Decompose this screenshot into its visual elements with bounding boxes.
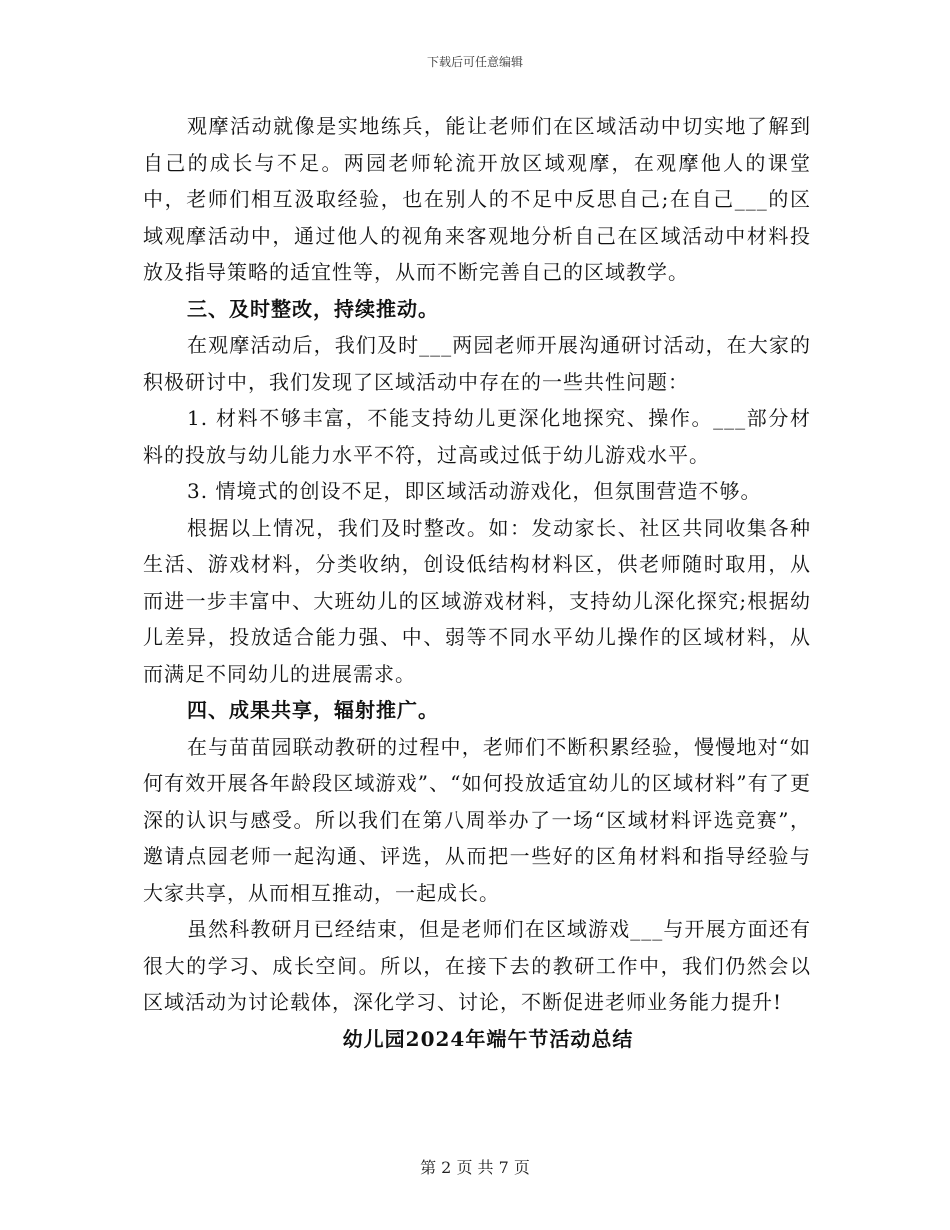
- paragraph-issue-3: 3. 情境式的创设不足，即区域活动游戏化，但氛围营造不够。: [187, 479, 762, 503]
- document-body: [143, 108, 811, 1057]
- paragraph-issue-1: 1. 材料不够丰富，不能支持幼儿更深化地探究、操作。___部分材料的投放与幼儿能力水平不符，过高或过低于幼儿游戏水平。: [143, 406, 811, 467]
- paragraph-discussion: 在观摩活动后，我们及时___两园老师开展沟通研讨活动，在大家的积极研讨中，我们发现了区域活动中存在的一些共性问题：: [143, 333, 811, 394]
- section-heading-3: 三、及时整改，持续推动。: [187, 296, 439, 321]
- next-document-title: 幼儿园2024年端午节活动总结: [342, 1026, 634, 1051]
- page-number: 第 2 页 共 7 页: [420, 1158, 530, 1177]
- paragraph-sharing: 在与苗苗园联动教研的过程中，老师们不断积累经验，慢慢地对“如何有效开展各年龄段区域游戏”、“如何投放适宜幼儿的区域材料”有了更深的认识与感受。所以我们在第八周举办了一场“区域材料评选竞赛”，邀请点园老师一起沟通、评选，从而把一些好的区角材料和指导经验与大家共享，从而相互推动，一起成长。: [143, 734, 811, 905]
- paragraph-rectification: 根据以上情况，我们及时整改。如：发动家长、社区共同收集各种生活、游戏材料，分类收纳，创设低结构材料区，供老师随时取用，从而进一步丰富中、大班幼儿的区域游戏材料，支持幼儿深化探究;根据幼儿差异，投放适合能力强、中、弱等不同水平幼儿操作的区域材料，从而满足不同幼儿的进展需求。: [143, 515, 811, 686]
- paragraph-conclusion: 虽然科教研月已经结束，但是老师们在区域游戏___与开展方面还有很大的学习、成长空间。所以，在接下去的教研工作中，我们仍然会以区域活动为讨论载体，深化学习、讨论，不断促进老师业务能力提升!: [143, 917, 811, 1014]
- paragraph-observation: 观摩活动就像是实地练兵，能让老师们在区域活动中切实地了解到自己的成长与不足。两园老师轮流开放区域观摩，在观摩他人的课堂中，老师们相互汲取经验，也在别人的不足中反思自己;在自己___的区域观摩活动中，通过他人的视角来客观地分析自己在区域活动中材料投放及指导策略的适宜性等，从而不断完善自己的区域教学。: [143, 114, 811, 284]
- section-heading-4: 四、成果共享，辐射推广。: [187, 698, 439, 722]
- page-header: 下载后可任意编辑: [426, 55, 523, 69]
